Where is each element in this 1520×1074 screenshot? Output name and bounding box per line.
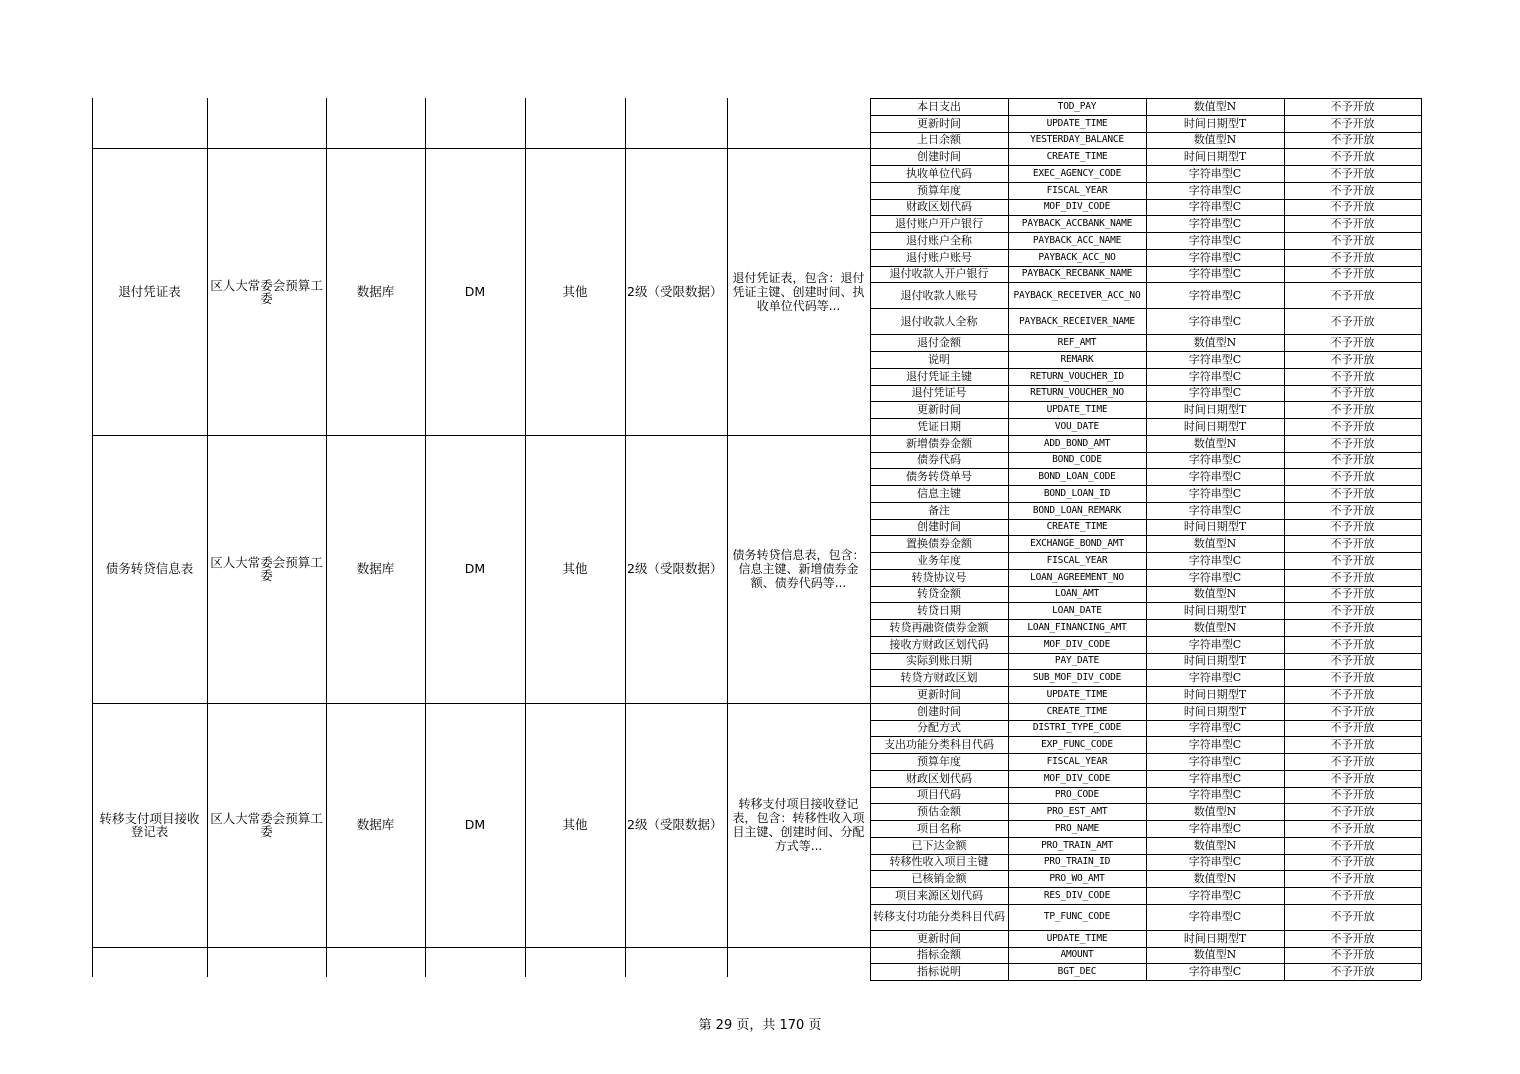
field-open-status: 不予开放 <box>1330 805 1375 819</box>
field-cn-name: 指标金额 <box>917 948 961 962</box>
department-cell: 区人大常委会预算工委 <box>210 277 323 306</box>
level-cell: 2级（受限数据） <box>627 284 723 299</box>
field-cn-name: 更新时间 <box>917 403 961 417</box>
field-open-status: 不予开放 <box>1330 654 1375 668</box>
field-cn-name: 预估金额 <box>917 805 961 819</box>
field-cn-name: 财政区划代码 <box>906 771 972 785</box>
field-cn-name: 项目名称 <box>917 821 961 835</box>
field-open-status: 不予开放 <box>1330 948 1375 962</box>
field-cn-name: 创建时间 <box>917 150 961 164</box>
field-open-status: 不予开放 <box>1330 910 1375 924</box>
field-cn-name: 债务转贷单号 <box>906 470 972 484</box>
field-type: 字符串型C <box>1188 965 1242 979</box>
field-en-name: FISCAL_YEAR <box>1046 184 1108 196</box>
field-type: 时间日期型T <box>1183 654 1247 668</box>
field-en-name: BOND_LOAN_REMARK <box>1032 504 1122 516</box>
field-en-name: RETURN_VOUCHER_ID <box>1030 370 1124 382</box>
field-cn-name: 备注 <box>928 503 950 517</box>
field-type: 时间日期型T <box>1183 687 1247 701</box>
field-cn-name: 财政区划代码 <box>906 200 972 214</box>
field-cn-name: 项目代码 <box>917 788 961 802</box>
field-open-status: 不予开放 <box>1330 419 1375 433</box>
table-name-cell: 债务转贷信息表 <box>105 561 194 577</box>
field-open-status: 不予开放 <box>1330 200 1375 214</box>
field-open-status: 不予开放 <box>1330 520 1375 534</box>
field-en-name: BOND_LOAN_ID <box>1043 487 1111 499</box>
field-open-status: 不予开放 <box>1330 150 1375 164</box>
field-en-name: PAYBACK_ACCBANK_NAME <box>1021 218 1133 230</box>
field-en-name: AMOUNT <box>1060 949 1094 961</box>
field-type: 数值型N <box>1193 805 1237 819</box>
field-open-status: 不予开放 <box>1330 788 1375 802</box>
field-en-name: PAYBACK_RECBANK_NAME <box>1021 268 1133 280</box>
field-type: 字符串型C <box>1188 888 1242 902</box>
field-en-name: PAYBACK_RECEIVER_ACC_NO <box>1013 289 1141 301</box>
field-open-status: 不予开放 <box>1330 637 1375 651</box>
field-cn-name: 本日支出 <box>917 99 961 113</box>
field-type: 时间日期型T <box>1183 150 1247 164</box>
field-type: 字符串型C <box>1188 453 1242 467</box>
field-open-status: 不予开放 <box>1330 754 1375 768</box>
field-open-status: 不予开放 <box>1330 99 1375 113</box>
field-en-name: PRO_TRAIN_AMT <box>1041 839 1113 851</box>
field-type: 字符串型C <box>1188 553 1242 567</box>
field-type: 数值型N <box>1193 336 1237 350</box>
field-type: 字符串型C <box>1188 183 1242 197</box>
system-cell: DM <box>464 561 486 577</box>
field-open-status: 不予开放 <box>1330 486 1375 500</box>
field-open-status: 不予开放 <box>1330 453 1375 467</box>
field-open-status: 不予开放 <box>1330 587 1375 601</box>
field-open-status: 不予开放 <box>1330 166 1375 180</box>
field-en-name: TP_FUNC_CODE <box>1043 911 1111 923</box>
field-type: 数值型N <box>1193 537 1237 551</box>
field-type: 字符串型C <box>1188 288 1242 302</box>
field-cn-name: 退付收款人账号 <box>900 288 978 302</box>
field-en-name: YESTERDAY_BALANCE <box>1030 134 1124 146</box>
field-cn-name: 支出功能分类科目代码 <box>884 738 994 752</box>
field-en-name: LOAN_AMT <box>1054 588 1100 600</box>
field-open-status: 不予开放 <box>1330 537 1375 551</box>
field-cn-name: 项目来源区划代码 <box>895 888 983 902</box>
field-cn-name: 指标说明 <box>917 965 961 979</box>
field-open-status: 不予开放 <box>1330 855 1375 869</box>
field-type: 数值型N <box>1193 133 1237 147</box>
field-en-name: BOND_LOAN_CODE <box>1038 471 1116 483</box>
field-type: 字符串型C <box>1188 821 1242 835</box>
field-type: 字符串型C <box>1188 200 1242 214</box>
field-cn-name: 转移支付功能分类科目代码 <box>873 910 1005 924</box>
field-cn-name: 更新时间 <box>917 116 961 130</box>
field-en-name: REF_AMT <box>1057 337 1097 349</box>
field-en-name: PRO_CODE <box>1054 789 1100 801</box>
field-en-name: PRO_NAME <box>1054 822 1100 834</box>
field-cn-name: 债券代码 <box>917 453 961 467</box>
field-en-name: EXEC_AGENCY_CODE <box>1032 167 1122 179</box>
field-cn-name: 说明 <box>928 352 950 366</box>
grid-line <box>1284 98 1285 980</box>
field-en-name: MOF_DIV_CODE <box>1043 201 1111 213</box>
field-open-status: 不予开放 <box>1330 267 1375 281</box>
field-cn-name: 实际到账日期 <box>906 654 972 668</box>
field-cn-name: 退付收款人开户银行 <box>889 267 989 281</box>
department-cell: 区人大常委会预算工委 <box>210 810 323 839</box>
grid-line <box>1008 98 1009 980</box>
field-open-status: 不予开放 <box>1330 553 1375 567</box>
field-cn-name: 退付账户全称 <box>906 233 972 247</box>
field-cn-name: 信息主键 <box>917 486 961 500</box>
field-type: 时间日期型T <box>1183 403 1247 417</box>
level-cell: 2级（受限数据） <box>627 817 723 833</box>
field-type: 字符串型C <box>1188 754 1242 768</box>
field-open-status: 不予开放 <box>1330 470 1375 484</box>
field-open-status: 不予开放 <box>1330 721 1375 735</box>
field-en-name: CREATE_TIME <box>1046 705 1108 717</box>
field-cn-name: 退付凭证号 <box>911 386 967 400</box>
field-cn-name: 转贷再融资债券金额 <box>889 620 989 634</box>
field-open-status: 不予开放 <box>1330 314 1375 328</box>
field-type: 字符串型C <box>1188 855 1242 869</box>
field-open-status: 不予开放 <box>1330 288 1375 302</box>
field-cn-name: 转移性收入项目主键 <box>889 855 989 869</box>
category-cell: 其他 <box>562 284 588 299</box>
field-type: 字符串型C <box>1188 166 1242 180</box>
field-type: 数值型N <box>1193 872 1237 886</box>
field-open-status: 不予开放 <box>1330 888 1375 902</box>
field-type: 时间日期型T <box>1183 419 1247 433</box>
field-type: 字符串型C <box>1188 233 1242 247</box>
field-en-name: UPDATE_TIME <box>1046 932 1108 944</box>
field-en-name: VOU_DATE <box>1054 420 1100 432</box>
field-open-status: 不予开放 <box>1330 233 1375 247</box>
field-en-name: FISCAL_YEAR <box>1046 755 1108 767</box>
field-en-name: REMARK <box>1060 353 1094 365</box>
field-en-name: MOF_DIV_CODE <box>1043 772 1111 784</box>
field-cn-name: 新增债券金额 <box>906 436 972 450</box>
field-type: 字符串型C <box>1188 470 1242 484</box>
field-cn-name: 分配方式 <box>917 721 961 735</box>
field-type: 字符串型C <box>1188 771 1242 785</box>
field-cn-name: 创建时间 <box>917 704 961 718</box>
page-footer: 第 29 页，共 170 页 <box>698 1018 822 1033</box>
field-en-name: BOND_CODE <box>1052 454 1102 466</box>
field-type: 时间日期型T <box>1183 116 1247 130</box>
format-cell: 数据库 <box>356 817 395 833</box>
field-type: 字符串型C <box>1188 250 1242 264</box>
field-open-status: 不予开放 <box>1330 965 1375 979</box>
field-cn-name: 预算年度 <box>917 754 961 768</box>
field-type: 数值型N <box>1193 620 1237 634</box>
field-en-name: PAYBACK_ACC_NO <box>1038 251 1116 263</box>
description-cell: 债务转贷信息表，包含：信息主键、新增债券金额、债券代码等... <box>732 547 865 590</box>
field-cn-name: 置换债券金额 <box>906 537 972 551</box>
field-cn-name: 凭证日期 <box>917 419 961 433</box>
field-type: 字符串型C <box>1188 352 1242 366</box>
field-open-status: 不予开放 <box>1330 352 1375 366</box>
format-cell: 数据库 <box>356 284 395 299</box>
field-type: 数值型N <box>1193 838 1237 852</box>
field-type: 数值型N <box>1193 948 1237 962</box>
field-type: 字符串型C <box>1188 738 1242 752</box>
field-cn-name: 预算年度 <box>917 183 961 197</box>
field-en-name: CREATE_TIME <box>1046 151 1108 163</box>
field-en-name: UPDATE_TIME <box>1046 688 1108 700</box>
field-open-status: 不予开放 <box>1330 217 1375 231</box>
field-type: 字符串型C <box>1188 721 1242 735</box>
field-open-status: 不予开放 <box>1330 403 1375 417</box>
field-type: 时间日期型T <box>1183 604 1247 618</box>
field-open-status: 不予开放 <box>1330 369 1375 383</box>
field-en-name: ADD_BOND_AMT <box>1043 437 1111 449</box>
field-cn-name: 退付凭证主键 <box>906 369 972 383</box>
field-en-name: PAYBACK_ACC_NAME <box>1032 234 1122 246</box>
field-type: 时间日期型T <box>1183 520 1247 534</box>
field-cn-name: 已核销金额 <box>911 872 967 886</box>
field-en-name: MOF_DIV_CODE <box>1043 638 1111 650</box>
format-cell: 数据库 <box>356 561 395 577</box>
field-cn-name: 转贷金额 <box>917 587 961 601</box>
field-cn-name: 退付账户开户银行 <box>895 217 983 231</box>
grid-line <box>1146 98 1147 980</box>
field-en-name: PRO_WO_AMT <box>1049 873 1105 885</box>
field-en-name: LOAN_AGREEMENT_NO <box>1030 571 1124 583</box>
field-open-status: 不予开放 <box>1330 704 1375 718</box>
field-type: 字符串型C <box>1188 314 1242 328</box>
field-open-status: 不予开放 <box>1330 116 1375 130</box>
field-en-name: DISTRI_TYPE_CODE <box>1032 722 1122 734</box>
table-name-cell: 转移支付项目接收登记表 <box>99 810 200 839</box>
grid-line <box>870 98 871 980</box>
field-cn-name: 转贷日期 <box>917 604 961 618</box>
field-cn-name: 执收单位代码 <box>906 166 972 180</box>
field-type: 字符串型C <box>1188 910 1242 924</box>
field-en-name: CREATE_TIME <box>1046 521 1108 533</box>
field-type: 字符串型C <box>1188 503 1242 517</box>
department-cell: 区人大常委会预算工委 <box>210 554 323 583</box>
field-en-name: TOD_PAY <box>1057 100 1097 112</box>
system-cell: DM <box>464 284 486 299</box>
grid-line <box>1421 98 1422 980</box>
field-cn-name: 已下达金额 <box>911 838 967 852</box>
field-open-status: 不予开放 <box>1330 183 1375 197</box>
field-open-status: 不予开放 <box>1330 436 1375 450</box>
field-en-name: UPDATE_TIME <box>1046 117 1108 129</box>
field-type: 数值型N <box>1193 587 1237 601</box>
field-open-status: 不予开放 <box>1330 687 1375 701</box>
field-open-status: 不予开放 <box>1330 604 1375 618</box>
grid-line <box>870 980 1421 981</box>
field-open-status: 不予开放 <box>1330 250 1375 264</box>
field-type: 字符串型C <box>1188 486 1242 500</box>
field-type: 字符串型C <box>1188 788 1242 802</box>
field-open-status: 不予开放 <box>1330 570 1375 584</box>
category-cell: 其他 <box>562 817 588 833</box>
table-name-cell: 退付凭证表 <box>118 284 181 299</box>
field-type: 字符串型C <box>1188 369 1242 383</box>
field-en-name: RETURN_VOUCHER_NO <box>1030 387 1124 399</box>
field-en-name: BGT_DEC <box>1057 966 1097 978</box>
field-en-name: PAY_DATE <box>1054 655 1100 667</box>
field-en-name: PAYBACK_RECEIVER_NAME <box>1019 315 1135 327</box>
field-type: 数值型N <box>1193 436 1237 450</box>
field-open-status: 不予开放 <box>1330 931 1375 945</box>
field-en-name: EXP_FUNC_CODE <box>1041 739 1113 751</box>
field-open-status: 不予开放 <box>1330 738 1375 752</box>
field-cn-name: 业务年度 <box>917 553 961 567</box>
field-type: 字符串型C <box>1188 671 1242 685</box>
field-cn-name: 上日余额 <box>917 133 961 147</box>
field-type: 字符串型C <box>1188 267 1242 281</box>
field-cn-name: 接收方财政区划代码 <box>889 637 989 651</box>
field-type: 字符串型C <box>1188 570 1242 584</box>
field-open-status: 不予开放 <box>1330 671 1375 685</box>
field-type: 字符串型C <box>1188 637 1242 651</box>
description-cell: 退付凭证表，包含：退付凭证主键、创建时间、执收单位代码等... <box>732 270 865 313</box>
field-type: 字符串型C <box>1188 386 1242 400</box>
field-type: 字符串型C <box>1188 217 1242 231</box>
field-cn-name: 退付金额 <box>917 336 961 350</box>
field-en-name: FISCAL_YEAR <box>1046 554 1108 566</box>
field-open-status: 不予开放 <box>1330 771 1375 785</box>
field-en-name: EXCHANGE_BOND_AMT <box>1030 538 1124 550</box>
field-en-name: SUB_MOF_DIV_CODE <box>1032 672 1122 684</box>
field-cn-name: 更新时间 <box>917 931 961 945</box>
field-cn-name: 退付收款人全称 <box>900 314 978 328</box>
field-en-name: PRO_EST_AMT <box>1046 806 1108 818</box>
field-cn-name: 更新时间 <box>917 687 961 701</box>
level-cell: 2级（受限数据） <box>627 561 723 577</box>
field-open-status: 不予开放 <box>1330 386 1375 400</box>
field-cn-name: 转贷协议号 <box>911 570 967 584</box>
field-open-status: 不予开放 <box>1330 821 1375 835</box>
field-en-name: RES_DIV_CODE <box>1043 889 1111 901</box>
field-type: 时间日期型T <box>1183 704 1247 718</box>
field-open-status: 不予开放 <box>1330 503 1375 517</box>
system-cell: DM <box>464 817 486 833</box>
field-type: 时间日期型T <box>1183 931 1247 945</box>
field-open-status: 不予开放 <box>1330 133 1375 147</box>
field-open-status: 不予开放 <box>1330 872 1375 886</box>
field-en-name: PRO_TRAIN_ID <box>1043 856 1111 868</box>
field-cn-name: 退付账户账号 <box>906 250 972 264</box>
field-en-name: LOAN_FINANCING_AMT <box>1027 621 1127 633</box>
field-cn-name: 转贷方财政区划 <box>900 671 978 685</box>
field-open-status: 不予开放 <box>1330 620 1375 634</box>
field-open-status: 不予开放 <box>1330 336 1375 350</box>
field-en-name: UPDATE_TIME <box>1046 404 1108 416</box>
description-cell: 转移支付项目接收登记表，包含：转移性收入项目主键、创建时间、分配方式等... <box>732 796 865 853</box>
field-type: 数值型N <box>1193 99 1237 113</box>
field-cn-name: 创建时间 <box>917 520 961 534</box>
field-open-status: 不予开放 <box>1330 838 1375 852</box>
category-cell: 其他 <box>562 561 588 577</box>
field-en-name: LOAN_DATE <box>1052 605 1102 617</box>
